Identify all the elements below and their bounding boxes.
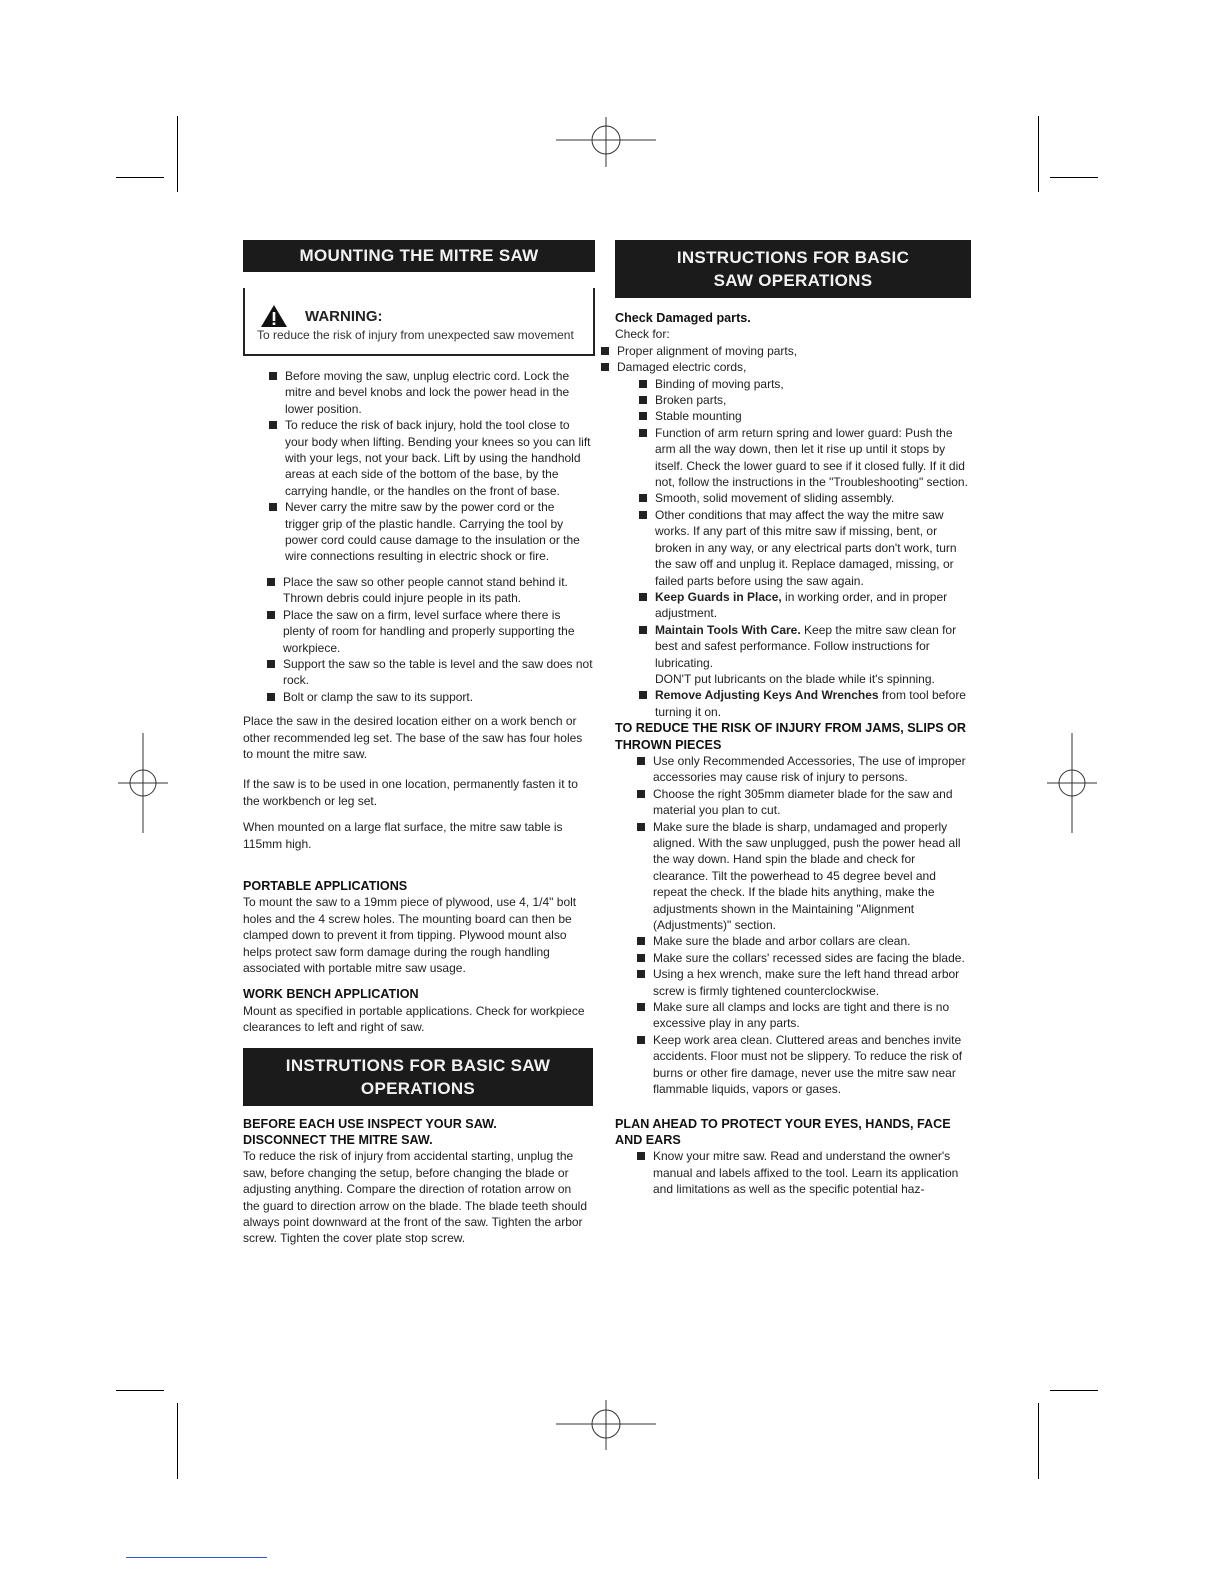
crop-mark (177, 116, 178, 192)
list-item: Never carry the mitre saw by the power cord or the trigger grip of the plastic handle. Carrying the tool by power cord could cause damage to the insulation or the wire connections resulting in electric shock or fire. (285, 499, 591, 565)
list-item: Bolt or clamp the saw to its support. (283, 689, 593, 705)
check-top-list (617, 343, 967, 376)
registration-mark-right (1047, 733, 1097, 833)
registration-mark-left (118, 733, 168, 833)
check-for: Check for: (615, 327, 670, 342)
safety-list-a (285, 368, 591, 565)
banner-line: INSTRUCTIONS FOR BASIC (676, 248, 910, 267)
list-item (655, 408, 971, 424)
list-item (655, 392, 971, 408)
crop-mark (116, 177, 164, 178)
crop-mark (1050, 177, 1098, 178)
list-item (655, 507, 971, 589)
crop-mark (177, 1403, 178, 1479)
warning-box (243, 288, 595, 356)
before-heading: BEFORE EACH USE INSPECT YOUR SAW. (243, 1116, 497, 1131)
registration-mark-top (556, 117, 656, 167)
crop-mark (1038, 1403, 1039, 1479)
banner-line: SAW OPERATIONS (713, 271, 873, 290)
remove-list (655, 687, 971, 720)
paragraph-place: Place the saw in the desired location either on a work bench or other recommended leg set. The base of the saw has four holes to mount the mitre saw. (243, 714, 583, 761)
crop-mark (116, 1390, 164, 1391)
banner-line: OPERATIONS (360, 1078, 476, 1098)
list-item (655, 425, 971, 491)
plan-list (653, 1148, 969, 1197)
bench-text: Mount as specified in portable applications. Check for workpiece clearances to left and right of saw. (243, 1003, 585, 1035)
portable-text: To mount the saw to a 19mm piece of plywood, use 4, 1/4" bolt holes and the 4 screw holes. The mounting board can then be clamped down to prevent it from tipping. Plywood mount also helps protect saw form damage during the rough handling associated with portable mitre saw usage. (243, 895, 577, 975)
list-item: To reduce the risk of back injury, hold the tool close to your body when lifting. Bending your knees so you can lift with your legs, not your back. Lift by using the handhold areas at each side of the bottom of the base, by the carrying handle, or the handles on the front of base. (285, 418, 591, 498)
before-heading: DISCONNECT THE MITRE SAW. (243, 1133, 433, 1148)
warning-text: To reduce the risk of injury from unexpected saw movement (257, 328, 574, 342)
list-item (655, 490, 971, 506)
portable-heading: PORTABLE APPLICATIONS (243, 878, 408, 893)
list-item: Make sure all clamps and locks are tight and there is no excessive play in any parts. (653, 999, 969, 1032)
paragraph-fasten: If the saw is to be used in one location, permanently fasten it to the workbench or leg set. (243, 777, 578, 808)
list-item-text: Smooth, solid movement of sliding assembly. (655, 491, 895, 506)
banner-line: INSTRUTIONS FOR BASIC SAW (285, 1055, 551, 1075)
list-item-bold: Keep Guards in Place, (655, 589, 782, 604)
jams-list (653, 753, 969, 1098)
crop-mark (1050, 1390, 1098, 1391)
list-item: Make sure the collars' recessed sides are facing the blade. (653, 950, 969, 966)
list-item (655, 376, 971, 392)
footer-rule (126, 1557, 267, 1558)
list-item-text: Other conditions that may affect the way the mitre saw works. If any part of this mitre saw if missing, bent, or broken in any way, or any electrical parts don't work, turn the saw off and unplug it. Replace damaged, missing, or failed parts before using the saw again. (655, 507, 957, 588)
list-item: Using a hex wrench, make sure the left hand thread arbor screw is firmly tightened counterclockwise. (653, 966, 969, 999)
list-item-text: from tool before turning it on. (655, 688, 966, 719)
list-item-text: Function of arm return spring and lower guard: Push the arm all the way down, then let it rise up until it stops by itself. Check the lower guard to see if it closed fully. If it did not, follow the instructions in the "Troubleshooting" section. (655, 425, 968, 490)
left-column (243, 240, 597, 1247)
list-item: Make sure the blade and arbor collars are clean. (653, 933, 969, 949)
list-item-text: Broken parts, (655, 393, 727, 408)
list-item-bold: Remove Adjusting Keys And Wrenches (655, 688, 879, 703)
check-sub-list (655, 376, 971, 671)
list-item: Proper alignment of moving parts, (617, 343, 967, 359)
list-item (655, 589, 971, 622)
right-column (615, 240, 973, 1198)
list-item: Keep work area clean. Cluttered areas and benches invite accidents. Floor must not be slippery. To reduce the risk of burns or other fire damage, never use the mitre saw near flammable liquids, vapors or gases. (653, 1032, 969, 1098)
plan-heading: PLAN AHEAD TO PROTECT YOUR EYES, HANDS, FACE AND EARS (615, 1116, 951, 1147)
list-item: Place the saw so other people cannot stand behind it. Thrown debris could injure people in its path. (283, 574, 593, 607)
list-item: Damaged electric cords, (617, 359, 967, 375)
safety-list-b (283, 574, 593, 705)
list-item: Make sure the blade is sharp, undamaged and properly aligned. With the saw unplugged, push the power head all the way down. Hand spin the blade and check for clearance. Tilt the powerhead to 45 degree bevel and repeat the check. If the blade hits anything, make the adjustments shown in the Maintaining "Alignment (Adjustments)" section. (653, 819, 969, 934)
instrutions-banner (243, 1048, 593, 1106)
bench-heading: WORK BENCH APPLICATION (243, 987, 419, 1002)
check-heading: Check Damaged parts. (615, 311, 751, 325)
instructions-banner (615, 240, 971, 298)
list-item: Place the saw on a firm, level surface where there is plenty of room for handling and properly supporting the workpiece. (283, 607, 593, 656)
list-item (655, 687, 971, 720)
list-item-text: Keep the mitre saw clean for best and safest performance. Follow instructions for lubricating. (655, 622, 957, 670)
list-item-bold: Maintain Tools With Care. (655, 622, 801, 637)
mounting-banner: MOUNTING THE MITRE SAW (243, 240, 595, 272)
jams-heading: TO REDUCE THE RISK OF INJURY FROM JAMS, SLIPS OR THROWN PIECES (615, 721, 967, 752)
dont-text: DON'T put lubricants on the blade while it's spinning. (655, 671, 935, 686)
list-item: Choose the right 305mm diameter blade for the saw and material you plan to cut. (653, 786, 969, 819)
list-item-text: Stable mounting (655, 409, 742, 424)
warning-title: WARNING: (305, 308, 383, 325)
list-item-text: Binding of moving parts, (655, 376, 784, 391)
before-text: To reduce the risk of injury from accidental starting, unplug the saw, before changing the setup, before changing the blade or adjusting anything. Compare the direction of rotation arrow on the guard to direction arrow on the blade. The blade teeth should always point downward at the front of the saw. Tighten the arbor screw. Tighten the cover plate stop screw. (243, 1149, 588, 1246)
warning-icon (260, 304, 288, 328)
list-item: Use only Recommended Accessories, The use of improper accessories may cause risk of injury to persons. (653, 753, 969, 786)
list-item: Know your mitre saw. Read and understand the owner's manual and labels affixed to the tool. Learn its application and limitations as well as the specific potential haz- (653, 1148, 969, 1197)
registration-mark-bottom (556, 1400, 656, 1450)
list-item: Before moving the saw, unplug electric cord. Lock the mitre and bevel knobs and lock the power head in the lower position. (285, 368, 591, 417)
list-item (655, 622, 971, 671)
crop-mark (1038, 116, 1039, 192)
list-item-text: in working order, and in proper adjustment. (655, 589, 948, 621)
list-item: Support the saw so the table is level and the saw does not rock. (283, 656, 593, 688)
paragraph-mounted: When mounted on a large flat surface, the mitre saw table is 115mm high. (243, 820, 563, 851)
